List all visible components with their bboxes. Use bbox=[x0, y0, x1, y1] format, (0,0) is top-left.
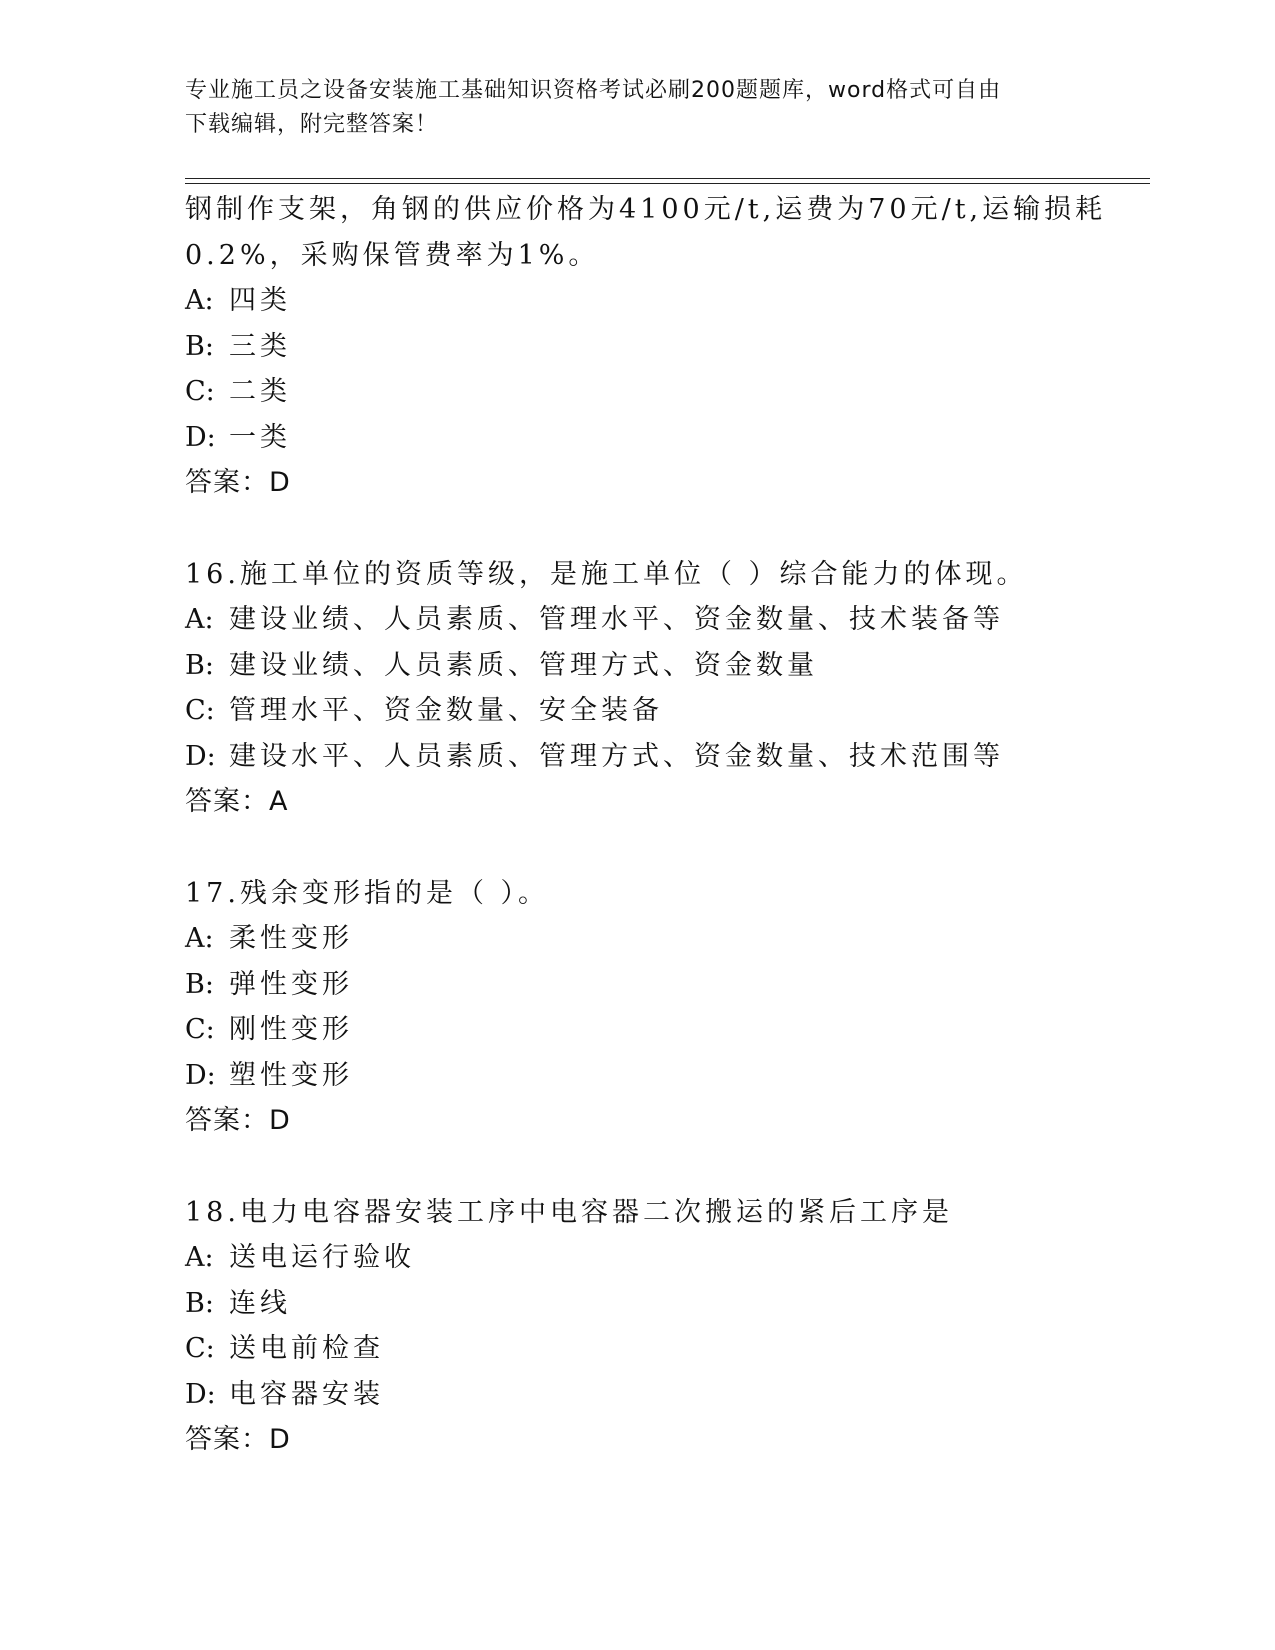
option-label: C: bbox=[185, 1333, 215, 1364]
option-label: D: bbox=[185, 740, 216, 772]
spacer bbox=[185, 825, 1085, 871]
header-line-1: 专业施工员之设备安装施工基础知识资格考试必刷200题题库，word格式可自由 bbox=[185, 78, 1002, 103]
question-15 bbox=[185, 187, 1107, 506]
question-stem: 钢制作支架，角钢的供应价格为4100元/t,运费为70元/t,运输损耗 bbox=[185, 194, 1107, 225]
option-label: B: bbox=[185, 649, 214, 681]
spacer bbox=[185, 506, 1085, 552]
answer-line: 答案：A bbox=[185, 786, 289, 817]
option-label: C: bbox=[185, 695, 215, 726]
question-stem: 18.电力电容器安装工序中电容器二次搬运的紧后工序是 bbox=[185, 1196, 953, 1228]
option-label: C: bbox=[185, 1014, 215, 1045]
option-a bbox=[185, 597, 1085, 643]
option-text: 连线 bbox=[229, 1287, 291, 1319]
option-b bbox=[185, 1281, 1085, 1327]
question-stem: 16.施工单位的资质等级，是施工单位（ ）综合能力的体现。 bbox=[185, 558, 1028, 590]
option-text: 电容器安装 bbox=[229, 1378, 384, 1410]
answer-line: 答案：D bbox=[185, 1105, 291, 1136]
option-text: 塑性变形 bbox=[229, 1059, 353, 1091]
option-c bbox=[185, 1007, 1085, 1053]
option-label: B: bbox=[185, 968, 214, 1000]
header-divider-top bbox=[185, 178, 1150, 179]
option-text: 柔性变形 bbox=[229, 923, 353, 954]
question-17 bbox=[185, 871, 1085, 1144]
option-label: D: bbox=[185, 1059, 216, 1091]
option-text: 刚性变形 bbox=[229, 1014, 353, 1045]
option-text: 二类 bbox=[229, 376, 291, 407]
option-b bbox=[185, 324, 1085, 370]
answer-line: 答案：D bbox=[185, 467, 291, 498]
option-c bbox=[185, 1326, 1085, 1372]
header-line-2: 下载编辑，附完整答案！ bbox=[185, 112, 439, 137]
option-label: A: bbox=[185, 1242, 214, 1273]
option-label: A: bbox=[185, 285, 214, 316]
option-text: 三类 bbox=[229, 330, 291, 362]
answer-line: 答案：D bbox=[185, 1424, 291, 1455]
option-b bbox=[185, 962, 1085, 1008]
option-d bbox=[185, 1372, 1085, 1418]
option-text: 一类 bbox=[229, 421, 291, 453]
header-divider-bottom bbox=[185, 183, 1150, 184]
option-label: D: bbox=[185, 421, 216, 453]
option-text: 弹性变形 bbox=[229, 968, 353, 1000]
spacer bbox=[185, 1144, 1085, 1190]
option-text: 建设水平、人员素质、管理方式、资金数量、技术范围等 bbox=[229, 740, 1004, 772]
document-header bbox=[185, 74, 1065, 142]
option-a bbox=[185, 916, 1085, 962]
option-text: 送电前检查 bbox=[229, 1333, 384, 1364]
option-text: 四类 bbox=[229, 285, 291, 316]
option-a bbox=[185, 1235, 1085, 1281]
option-c bbox=[185, 369, 1085, 415]
document-body bbox=[185, 187, 1107, 1463]
question-stem: 0.2%，采购保管费率为1%。 bbox=[185, 239, 600, 271]
option-label: C: bbox=[185, 376, 215, 407]
option-label: B: bbox=[185, 1287, 214, 1319]
option-d bbox=[185, 734, 1085, 780]
option-label: A: bbox=[185, 923, 214, 954]
option-text: 送电运行验收 bbox=[229, 1242, 415, 1273]
option-a bbox=[185, 278, 1085, 324]
option-label: B: bbox=[185, 330, 214, 362]
question-16 bbox=[185, 552, 1085, 825]
option-label: A: bbox=[185, 604, 214, 635]
option-b bbox=[185, 643, 1085, 689]
option-label: D: bbox=[185, 1378, 216, 1410]
option-d bbox=[185, 1053, 1085, 1099]
option-text: 管理水平、资金数量、安全装备 bbox=[229, 695, 663, 726]
question-18 bbox=[185, 1190, 1085, 1463]
question-stem: 17.残余变形指的是（ ）。 bbox=[185, 877, 550, 909]
option-text: 建设业绩、人员素质、管理方式、资金数量 bbox=[229, 649, 818, 681]
option-d bbox=[185, 415, 1085, 461]
option-c bbox=[185, 688, 1085, 734]
option-text: 建设业绩、人员素质、管理水平、资金数量、技术装备等 bbox=[229, 604, 1004, 635]
